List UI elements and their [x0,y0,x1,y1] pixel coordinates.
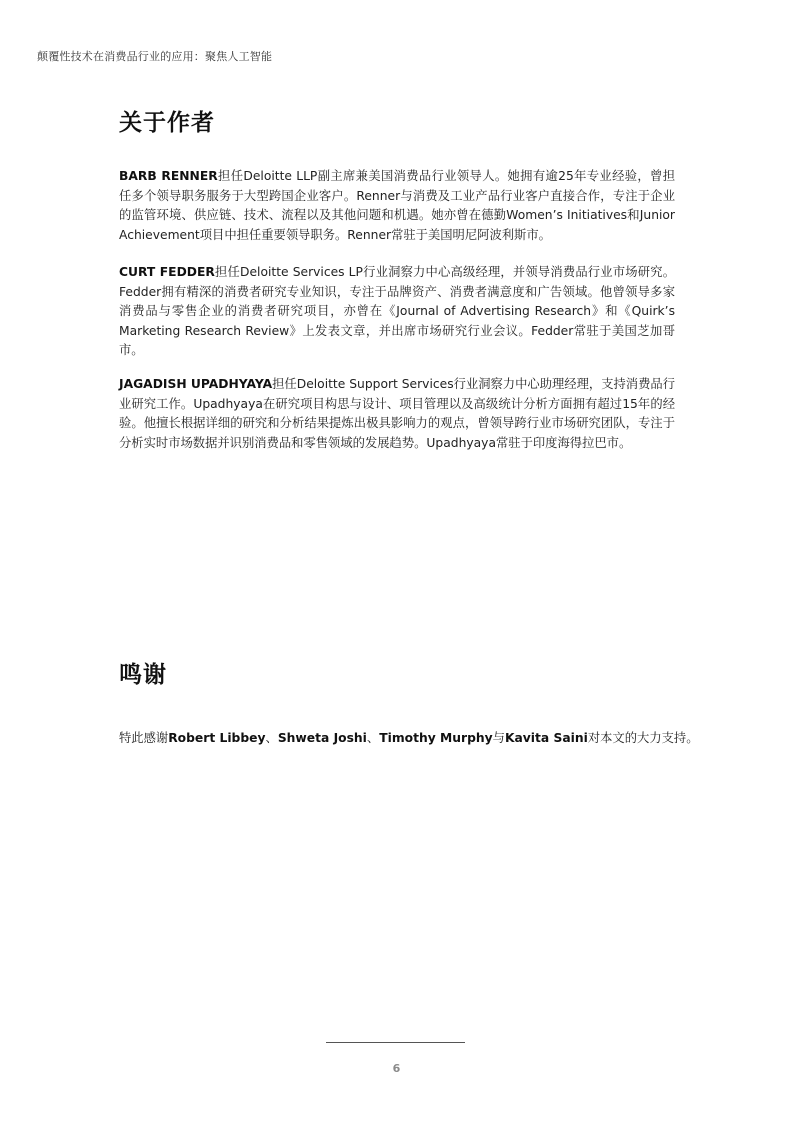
author-name: BARB RENNER [119,169,218,183]
author-bio [119,167,675,245]
author-description: 担任Deloitte Services LP行业洞察力中心高级经理，并领导消费品行业市场研究。Fedder拥有精深的消费者研究专业知识，专注于品牌资产、消费者满意度和广告领域。他曾领导多家消费品与零售企业的消费者研究项目，亦曾在《Journal of Advertising Research》和《Quirk’s Marketing Research Review》上发表文章，并出席市场研究行业会议。Fedder常驻于美国芝加哥市。 [119,265,675,357]
acknowledgements-text [119,729,719,749]
thanked-person: Timothy Murphy [379,731,493,745]
thanked-person: Shweta Joshi [277,731,367,745]
author-bio [119,375,675,453]
thanked-person: Robert Libbey [168,731,266,745]
thanks-separator: 、 [265,731,278,745]
author-description: 担任Deloitte LLP副主席兼美国消费品行业领导人。她拥有逾25年专业经验，曾担任多个领导职务服务于大型跨国企业客户。Renner与消费及工业产品行业客户直接合作，专注于企业的监管环境、供应链、技术、流程以及其他问题和机遇。她亦曾在德勤Women’s Initiatives和Junior Achievement项目中担任重要领导职务。Renner常驻于美国明尼阿波利斯市。 [119,169,675,242]
running-header: 颠覆性技术在消费品行业的应用：聚焦人工智能 [37,50,273,63]
author-name: JAGADISH UPADHYAYA [119,377,273,391]
thanks-prefix: 特此感谢 [119,731,169,745]
author-name: CURT FEDDER [119,265,215,279]
thanked-person: Kavita Saini [504,731,588,745]
page-number: 6 [392,1062,401,1075]
about-authors-title: 关于作者 [119,110,215,136]
thanks-separator: 、 [366,731,380,745]
author-description: 担任Deloitte Support Services行业洞察力中心助理经理，支持消费品行业研究工作。Upadhyaya在研究项目构思与设计、项目管理以及高级统计分析方面拥有超过15年的经验。他擅长根据详细的研究和分析结果提炼出极具影响力的观点，曾领导跨行业市场研究团队，专注于分析实时市场数据并识别消费品和零售领域的发展趋势。Upadhyaya常驻于印度海得拉巴市。 [119,377,675,450]
thanks-separator: 与 [492,731,505,745]
thanks-suffix: 对本文的大力支持。 [587,731,699,745]
footer-divider [326,1042,465,1043]
acknowledgements-title: 鸣谢 [119,662,167,688]
author-bio [119,263,675,361]
